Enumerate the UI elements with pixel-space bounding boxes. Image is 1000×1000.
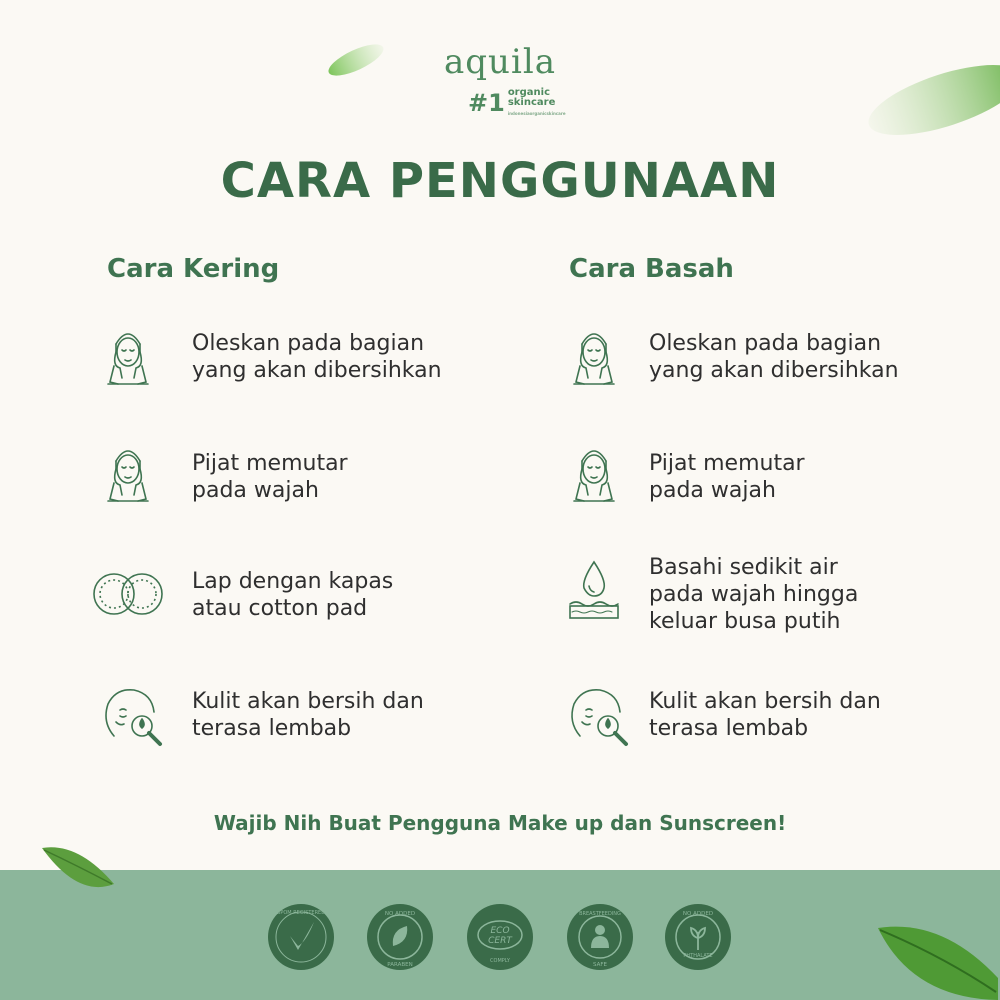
svg-text:COMPLY: COMPLY xyxy=(490,958,510,964)
step-text: Pijat memutar pada wajah xyxy=(649,451,805,503)
column-heading-wet: Cara Basah xyxy=(569,254,734,284)
face-magnifier-icon xyxy=(96,678,168,750)
svg-text:CERT: CERT xyxy=(488,936,512,946)
brand-logo: aquila xyxy=(444,42,556,82)
face-massage-icon xyxy=(558,439,630,511)
cotton-pad-icon xyxy=(92,558,164,630)
brand-tag-line2: skincare xyxy=(507,97,556,108)
svg-text:PARABEN: PARABEN xyxy=(387,962,413,968)
svg-text:BREASTFEEDING: BREASTFEEDING xyxy=(579,911,621,917)
svg-text:NO ADDED: NO ADDED xyxy=(682,911,714,917)
step-text: Kulit akan bersih dan terasa lembab xyxy=(192,689,424,741)
brand-tag-number: #1 xyxy=(468,89,505,117)
brand-tag-fine: indonesiaorganicskincare xyxy=(507,111,566,116)
brand-tagline xyxy=(468,88,566,118)
no-added-paraben-badge-icon xyxy=(365,902,435,972)
step-text: Basahi sedikit air pada wajah hingga keluar busa putih xyxy=(649,555,859,634)
step-text: Oleskan pada bagian yang akan dibersihkan xyxy=(192,331,442,383)
face-massage-icon xyxy=(92,439,164,511)
mint-leaf-icon xyxy=(872,918,1000,1000)
page-title: CARA PENGGUNAAN xyxy=(220,153,780,209)
face-magnifier-icon xyxy=(562,678,634,750)
face-massage-icon xyxy=(92,322,164,394)
no-added-phthalate-badge-icon xyxy=(663,902,733,972)
mint-leaf-icon xyxy=(38,842,120,898)
brand-tag-line1: organic xyxy=(507,87,550,98)
step-text: Lap dengan kapas atau cotton pad xyxy=(192,569,394,621)
face-massage-icon xyxy=(558,322,630,394)
svg-text:ECO: ECO xyxy=(490,926,510,936)
breastfeeding-safe-badge-icon xyxy=(565,902,635,972)
svg-text:NO ADDED: NO ADDED xyxy=(384,911,416,917)
svg-text:BPOM REGISTERED: BPOM REGISTERED xyxy=(276,910,326,916)
bpom-registered-badge-icon xyxy=(266,902,336,972)
step-text: Kulit akan bersih dan terasa lembab xyxy=(649,689,881,741)
ecocert-comply-badge-icon xyxy=(465,902,535,972)
svg-text:PHTHALATE: PHTHALATE xyxy=(683,953,713,959)
tagline: Wajib Nih Buat Pengguna Make up dan Sunscreen! xyxy=(213,811,787,835)
step-text: Oleskan pada bagian yang akan dibersihkan xyxy=(649,331,899,383)
svg-text:SAFE: SAFE xyxy=(593,962,607,968)
step-text: Pijat memutar pada wajah xyxy=(192,451,348,503)
water-drop-foam-icon xyxy=(558,556,630,628)
column-heading-dry: Cara Kering xyxy=(107,254,280,284)
